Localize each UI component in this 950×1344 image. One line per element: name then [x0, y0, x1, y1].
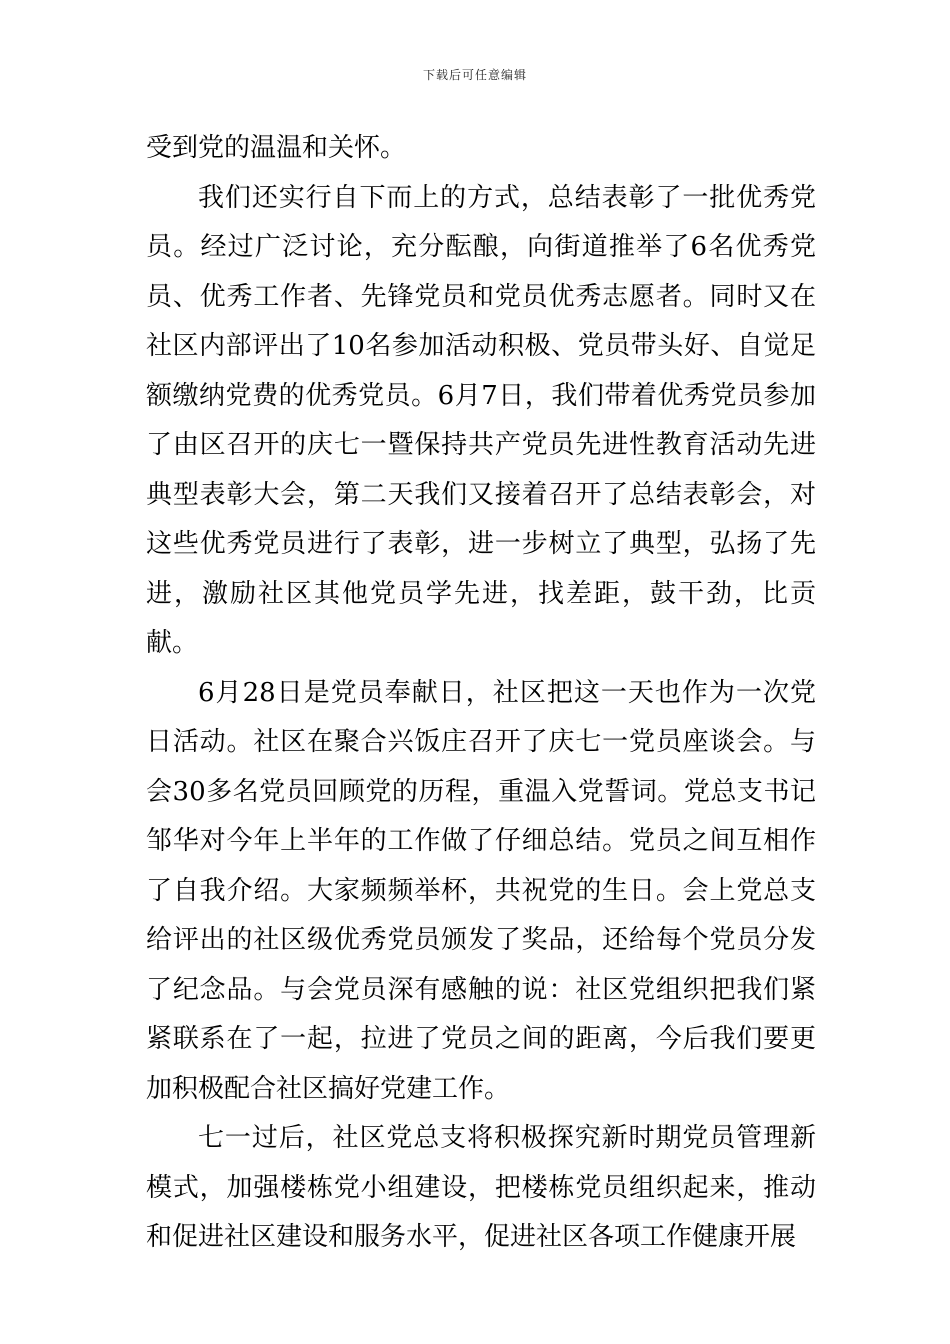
paragraph-commendation: 我们还实行自下而上的方式，总结表彰了一批优秀党员。经过广泛讨论，充分酝酿，向街道推举了6名优秀党员、优秀工作者、先锋党员和党员优秀志愿者。同时又在社区内部评出了10名参加活动积极、党员带头好、自觉足额缴纳党费的优秀党员。6月7日，我们带着优秀党员参加了由区召开的庆七一暨保持共产党员先进性教育活动先进典型表彰大会，第二天我们又接着召开了总结表彰会，对这些优秀党员进行了表彰，进一步树立了典型，弘扬了先进，激励社区其他党员学先进，找差距，鼓干劲，比贡献。	[146, 182, 816, 658]
paragraph-future-plans: 七一过后，社区党总支将积极探究新时期党员管理新模式，加强楼栋党小组建设，把楼栋党员组织起来，推动和促进社区建设和服务水平，促进社区各项工作健康开展	[146, 1123, 816, 1252]
paragraph-dedication-day: 6月28日是党员奉献日，社区把这一天也作为一次党日活动。社区在聚合兴饭庄召开了庆七一党员座谈会。与会30多名党员回顾党的历程，重温入党誓词。党总支书记邹华对今年上半年的工作做了仔细总结。党员之间互相作了自我介绍。大家频频举杯，共祝党的生日。会上党总支给评出的社区级优秀党员颁发了奖品，还给每个党员分发了纪念品。与会党员深有感触的说：社区党组织把我们紧紧联系在了一起，拉进了党员之间的距离，今后我们要更加积极配合社区搞好党建工作。	[146, 677, 816, 1104]
page-header: 下载后可任意编辑	[422, 68, 527, 82]
document-body	[146, 124, 816, 1263]
paragraph-continuation: 受到党的温温和关怀。	[146, 133, 407, 163]
